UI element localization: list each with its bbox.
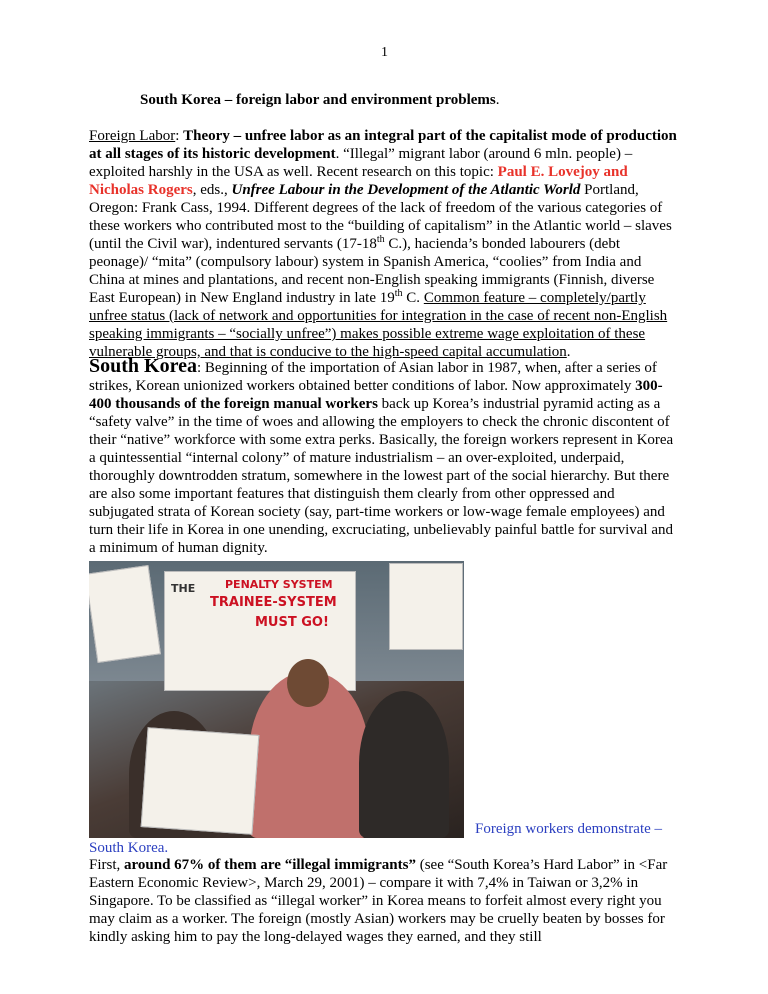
common-feature-underlined: Common feature – completely/partly unfree status (lack of network and opportunities for integration in the case of recent non-English speaking immigrants – “socially unfree”) makes possible extreme wage exploitation of these vulnerable groups, and that is conducive to the high-speed capital accumulation [89,290,668,360]
authors-red: Paul E. Lovejoy and Nicholas Rogers [89,164,628,198]
sup-th-2: th [394,288,403,299]
book-title: Unfree Labour in the Development of the Atlantic World [231,182,581,198]
title-period: . [495,92,500,108]
theory-bold: Theory – unfree labor as an integral part of the capitalist mode of production at all stages of its historic development [89,128,677,162]
first-rest: (see “South Korea’s Hard Labor” in <Far Eastern Economic Review>, March 29, 2001) – compare it with 7,4% in Taiwan or 3,2% in Singapore. To be classified as “illegal worker” in Korea means to forfeit almost every right you may claim as a worker. The foreign (mostly Asian) workers may be cruelly beaten by bosses for kindly asking him to pay the long-delayed wages they earned, and they still [89,857,668,945]
sign-text-must-go: MUST GO! [255,615,329,630]
sign-text-trainee: TRAINEE-SYSTEM [210,595,337,610]
page-title [140,91,499,109]
photo-caption-line1: Foreign workers demonstrate – [475,821,663,837]
sign-text-the: THE [171,582,196,595]
protest-sign-bottom [141,727,260,835]
title-text: South Korea – foreign labor and environment problems [140,92,496,108]
paragraph-first [89,856,679,946]
page-number: 1 [381,45,388,60]
after-book-2: C.), hacienda’s bonded labourers (debt peonage)/ “mita” (compulsory labour) system in Spanish America, “coolies” from India and China at mines and plantations, and recent non-English speaking immigrants (Finnish, diverse East European) in New England industry in late 19 [89,236,655,306]
after-theory: . “Illegal” migrant labor (around 6 mln. people) – exploited harshly in the USA as well. Recent research on this topic: [89,146,633,180]
protester-face [287,659,329,707]
photo-caption-line2: South Korea. [89,840,169,856]
sup-th: th [376,234,385,245]
after-book-1: Portland, Oregon: Frank Cass, 1994. Different degrees of the lack of freedom of the various categories of these workers who contributed most to the “building of capitalism” in the Atlantic world – slaves (until the Civil war), indentured servants (17-18 [89,182,672,252]
sk-bold: 300-400 thousands of the foreign manual workers [89,378,663,412]
sk-rest: back up Korea’s industrial pyramid acting as a “safety valve” in the time of woes and allowing the employers to check the chronic discontent of their “native” workforce with some extra perks. Basically, the foreign workers represent in Korea a quintessential “internal colony” of mature industrialism – an over-exploited, underpaid, thoroughly downtrodden stratum, somewhere in the lowest part of the social hierarchy. But there are also some important features that distinguish them clearly from other oppressed and subjugated strata of Korean society (say, part-time workers or low-wage female employees) and turn their life in Korea in one unending, excruciating, unbelievably painful battle for survival and a minimum of human dignity. [89,396,674,556]
first-lead: First, [89,857,125,873]
demonstration-photo [89,561,464,838]
south-korea-heading: South Korea [89,355,197,377]
foreign-labor-lead: Foreign Labor [89,128,176,144]
protester-dark-jacket [359,691,449,838]
sk-after-lead: : Beginning of the importation of Asian labor in 1987, when, after a series of strikes, Korean unionized workers obtained better conditions of labor. Now approximately [89,360,657,394]
lead-colon: : [175,128,184,144]
paragraph-foreign-labor [89,127,679,361]
after-book-3: C. [402,290,424,306]
first-bold: around 67% of them are “illegal immigrants” [124,857,416,873]
para1-end: . [566,344,571,360]
paragraph-south-korea [89,357,679,557]
eds: , eds., [192,182,232,198]
sign-text-penalty: PENALTY SYSTEM [225,578,333,591]
protest-sign-right [389,563,463,650]
protest-sign-left [89,565,161,663]
